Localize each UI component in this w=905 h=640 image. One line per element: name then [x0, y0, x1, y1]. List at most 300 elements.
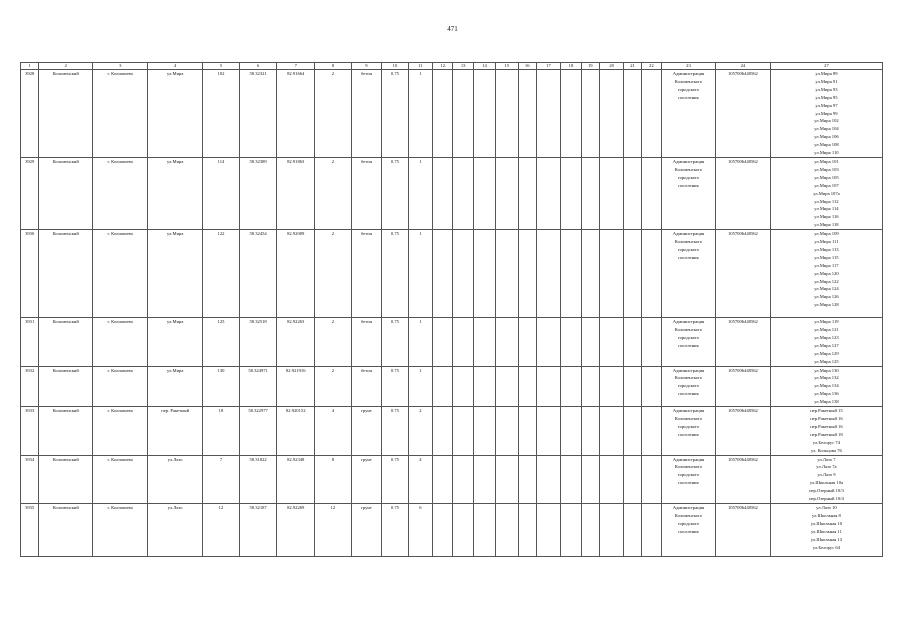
cell-line: пер.Ракетный 18	[810, 431, 843, 437]
table-cell: ул.Мира	[148, 157, 203, 229]
column-header: 10	[382, 63, 408, 70]
table-cell: грунт	[351, 503, 382, 556]
column-header: 20	[599, 63, 623, 70]
cell-line: ул.Мира 112	[814, 198, 839, 204]
table-cell	[536, 455, 560, 503]
column-header: 8	[315, 63, 352, 70]
table-cell: г. Колпашево	[93, 503, 148, 556]
cell-line: ул.Мира 107	[814, 182, 839, 188]
table-cell	[661, 70, 715, 158]
table-cell	[496, 157, 518, 229]
cell-line: ул.Мира 136	[814, 391, 839, 397]
table-cell	[641, 157, 661, 229]
table-cell	[536, 157, 560, 229]
table-cell: 2	[408, 407, 432, 455]
table-cell	[581, 503, 599, 556]
table-cell	[561, 407, 581, 455]
table-cell	[641, 366, 661, 407]
cell-line: ул.Лазо 7	[817, 456, 836, 462]
table-cell	[453, 503, 473, 556]
cell-line: ул.Мира 89	[815, 71, 838, 76]
table-cell	[561, 455, 581, 503]
table-cell	[624, 318, 641, 366]
column-header: 27	[770, 63, 882, 70]
table-cell	[641, 318, 661, 366]
table-cell	[624, 230, 641, 318]
column-header: 14	[473, 63, 495, 70]
cell-line: поселения	[678, 391, 699, 397]
column-header: 3	[93, 63, 148, 70]
table-cell	[661, 407, 715, 455]
table-cell: 58.32389	[239, 157, 277, 229]
table-cell	[661, 366, 715, 407]
table-cell: бетон	[351, 366, 382, 407]
table-cell: г. Колпашево	[93, 70, 148, 158]
cell-line: ул.Мира 109	[814, 231, 839, 237]
column-header: 7	[277, 63, 315, 70]
table-cell: 82.921916	[277, 366, 315, 407]
table-cell	[433, 230, 453, 318]
table-cell: 3932	[21, 366, 39, 407]
cell-line: Администрация	[672, 408, 705, 414]
table-cell: 8	[315, 455, 352, 503]
table-cell: 0.75	[382, 230, 408, 318]
table-cell: ул.Мира	[148, 366, 203, 407]
table-cell	[661, 318, 715, 366]
column-header: 13	[453, 63, 473, 70]
cell-line: ул.Мира 91	[815, 78, 838, 84]
cell-line: ул.Мира 130	[814, 367, 839, 373]
table-cell	[661, 455, 715, 503]
table-cell	[581, 366, 599, 407]
table-cell: 58.322977	[239, 407, 277, 455]
table-cell	[518, 70, 536, 158]
cell-line: ул.Мира 116	[814, 214, 839, 220]
cell-line: поселения	[678, 480, 699, 486]
table-cell: ул.Лазо	[148, 503, 203, 556]
table-cell: бетон	[351, 70, 382, 158]
cell-line: ул.Мира 123	[814, 334, 839, 340]
table-cell: бетон	[351, 318, 382, 366]
column-header: 23	[661, 63, 715, 70]
table-cell: 82.92263	[277, 318, 315, 366]
table-cell	[599, 70, 623, 158]
table-cell	[770, 157, 882, 229]
table-cell	[433, 157, 453, 229]
table-cell: 1057006448562	[715, 157, 770, 229]
cell-line: Администрация	[672, 71, 705, 76]
cell-line: поселения	[678, 94, 699, 100]
cell-line: городского	[677, 86, 700, 92]
table-cell: 58.32454	[239, 230, 277, 318]
table-cell	[433, 366, 453, 407]
column-header: 1	[21, 63, 39, 70]
cell-line: ул.Мира 108	[814, 142, 839, 148]
table-cell: 3931	[21, 318, 39, 366]
cell-line: Коломенского	[674, 166, 703, 172]
cell-line: ул.Школьная 10а	[809, 480, 844, 486]
table-cell	[641, 455, 661, 503]
table-cell: 1	[408, 318, 432, 366]
table-cell	[581, 230, 599, 318]
table-cell: Коломенский	[39, 407, 93, 455]
column-header: 18	[561, 63, 581, 70]
table-cell: 58.32187	[239, 503, 277, 556]
table-cell	[496, 407, 518, 455]
table-cell	[661, 503, 715, 556]
cell-line: ул.Мира 110	[814, 150, 839, 156]
table-cell: 1	[408, 366, 432, 407]
table-cell: 3933	[21, 407, 39, 455]
table-cell: 12	[315, 503, 352, 556]
column-header: 22	[641, 63, 661, 70]
table-cell: 0.75	[382, 407, 408, 455]
cell-line: ул.Мира 126	[814, 294, 839, 300]
table-cell	[561, 230, 581, 318]
table-cell: г. Колпашево	[93, 366, 148, 407]
cell-line: городского	[677, 334, 700, 340]
cell-line: Коломенского	[674, 416, 703, 421]
table-cell	[581, 157, 599, 229]
table-cell: 1	[408, 157, 432, 229]
cell-line: ул.Мира 115	[814, 254, 839, 260]
table-cell	[624, 157, 641, 229]
table-cell	[473, 157, 495, 229]
table-cell	[433, 318, 453, 366]
cell-line: ул.Мира 118	[814, 222, 839, 228]
table-row	[21, 455, 883, 503]
cell-line: городского	[677, 174, 700, 180]
table-cell	[536, 318, 560, 366]
column-header: 15	[496, 63, 518, 70]
table-cell: Коломенский	[39, 455, 93, 503]
cell-line: ул.Белорус 64	[812, 544, 840, 550]
table-cell: 114	[203, 157, 240, 229]
table-cell: 82.920152	[277, 407, 315, 455]
table-cell	[599, 455, 623, 503]
cell-line: Администрация	[672, 231, 705, 237]
table-cell	[624, 366, 641, 407]
table-cell	[453, 455, 473, 503]
cell-line: Коломенского	[674, 375, 703, 381]
table-cell	[518, 407, 536, 455]
table-cell	[599, 318, 623, 366]
table-cell	[624, 407, 641, 455]
cell-line: ул.Мира 132	[814, 375, 839, 381]
cell-line: ул.Мира 111	[814, 239, 839, 245]
table-cell: 2	[315, 157, 352, 229]
table-cell	[473, 230, 495, 318]
table-cell	[496, 230, 518, 318]
table-cell	[770, 407, 882, 455]
table-cell	[518, 318, 536, 366]
column-header: 9	[351, 63, 382, 70]
cell-line: ул.Школьная 11	[810, 528, 842, 534]
table-cell: 1057006448562	[715, 230, 770, 318]
table-cell: 1057006448562	[715, 455, 770, 503]
cell-line: городского	[677, 383, 700, 389]
table-cell	[770, 70, 882, 158]
cell-line: Администрация	[672, 456, 705, 462]
table-cell	[641, 230, 661, 318]
table-cell	[536, 70, 560, 158]
column-header: 19	[581, 63, 599, 70]
table-cell	[518, 230, 536, 318]
table-cell	[536, 407, 560, 455]
cell-line: городского	[677, 246, 700, 252]
cell-line: ул.Мира 102	[814, 118, 839, 124]
table-cell	[641, 503, 661, 556]
table-row	[21, 366, 883, 407]
table-cell	[433, 503, 453, 556]
cell-line: ул.Мира 103	[814, 166, 839, 172]
table-cell: 0.75	[382, 70, 408, 158]
table-cell: 0.75	[382, 366, 408, 407]
table-cell: 6	[408, 503, 432, 556]
table-cell	[518, 157, 536, 229]
table-cell: Коломенский	[39, 503, 93, 556]
table-row	[21, 503, 883, 556]
cell-line: Коломенского	[674, 512, 703, 518]
cell-line: поселения	[678, 342, 699, 348]
table-cell: Коломенский	[39, 230, 93, 318]
table-cell	[599, 157, 623, 229]
table-cell: 58.324971	[239, 366, 277, 407]
column-header: 12	[433, 63, 453, 70]
table-cell: 0.75	[382, 503, 408, 556]
column-header: 17	[536, 63, 560, 70]
cell-line: ул.Школьная 13	[810, 536, 843, 542]
table-row	[21, 70, 883, 158]
cell-line: ул.Мира 127	[814, 342, 839, 348]
table-cell	[518, 503, 536, 556]
table-cell	[561, 157, 581, 229]
table-cell	[453, 230, 473, 318]
cell-line: Администрация	[672, 158, 705, 164]
table-cell	[473, 366, 495, 407]
cell-line: городского	[677, 423, 700, 429]
table-cell	[581, 70, 599, 158]
table-cell	[599, 366, 623, 407]
table-cell: 3935	[21, 503, 39, 556]
table-cell: 2	[315, 366, 352, 407]
table-cell: 3934	[21, 455, 39, 503]
table-cell	[599, 230, 623, 318]
table-cell	[453, 407, 473, 455]
table-cell: 0.75	[382, 157, 408, 229]
cell-line: ул.Мира 119	[814, 319, 839, 325]
cell-line: ул.Мира 113	[814, 246, 839, 252]
table-cell: 102	[203, 70, 240, 158]
table-cell: бетон	[351, 157, 382, 229]
table-cell	[641, 407, 661, 455]
table-cell: г. Колпашево	[93, 407, 148, 455]
cell-line: ул.Мира 99	[815, 110, 838, 116]
cell-line: ул.Мира 125	[814, 358, 839, 364]
cell-line: поселения	[678, 182, 699, 188]
table-cell: 125	[203, 318, 240, 366]
table-cell: Коломенский	[39, 366, 93, 407]
column-header: 21	[624, 63, 641, 70]
register-table	[20, 62, 883, 557]
table-cell: 2	[315, 70, 352, 158]
cell-line: ул.Мира 95	[815, 94, 838, 100]
column-header: 5	[203, 63, 240, 70]
table-cell	[496, 455, 518, 503]
cell-line: ул.Лазо 9	[817, 472, 836, 478]
table-cell	[770, 318, 882, 366]
table-cell	[770, 503, 882, 556]
cell-line: Коломенского	[674, 239, 703, 245]
column-header: 24	[715, 63, 770, 70]
table-cell	[641, 70, 661, 158]
table-cell	[518, 455, 536, 503]
table-cell	[433, 70, 453, 158]
cell-line: пер.Ракетный 16	[810, 416, 843, 421]
table-cell	[770, 455, 882, 503]
table-cell: Коломенский	[39, 157, 93, 229]
column-header: 6	[239, 63, 277, 70]
cell-line: ул.Мира 101	[814, 158, 839, 164]
table-cell	[536, 366, 560, 407]
column-header: 2	[39, 63, 93, 70]
cell-line: Администрация	[672, 504, 705, 510]
table-cell: 1	[408, 70, 432, 158]
table-cell	[661, 230, 715, 318]
table-cell: 3929	[21, 157, 39, 229]
cell-line: пер.Ракетный 15	[810, 408, 843, 414]
table-cell: Коломенский	[39, 70, 93, 158]
table-row	[21, 407, 883, 455]
table-cell: бетон	[351, 230, 382, 318]
table-cell	[473, 407, 495, 455]
cell-line: Администрация	[672, 367, 705, 373]
table-cell: 18	[203, 407, 240, 455]
cell-line: Коломенского	[674, 327, 703, 333]
table-cell	[770, 230, 882, 318]
table-cell	[453, 366, 473, 407]
table-cell: Коломенский	[39, 318, 93, 366]
table-cell: 82.92009	[277, 230, 315, 318]
table-cell	[433, 407, 453, 455]
table-cell: 3930	[21, 230, 39, 318]
table-cell	[473, 455, 495, 503]
cell-line: ул.Школьная 10	[810, 520, 843, 526]
table-cell: грунт	[351, 407, 382, 455]
cell-line: пер.Озерный 10/3	[809, 488, 844, 494]
table-cell: 1	[408, 230, 432, 318]
table-cell: 2	[315, 230, 352, 318]
table-cell	[624, 455, 641, 503]
cell-line: ул.Мира 120	[814, 270, 839, 276]
table-cell: 12	[203, 503, 240, 556]
table-cell: 82.92348	[277, 455, 315, 503]
cell-line: городского	[677, 472, 700, 478]
cell-line: ул.Мира 93	[815, 86, 838, 92]
table-cell: 82.91863	[277, 157, 315, 229]
table-cell: г. Колпашево	[93, 318, 148, 366]
table-cell: пер. Ракетный	[148, 407, 203, 455]
cell-line: ул.Мира 124	[814, 286, 839, 292]
table-cell	[561, 366, 581, 407]
cell-line: Администрация	[672, 319, 705, 325]
table-cell	[433, 455, 453, 503]
cell-line: ул.Белорус 74	[812, 439, 840, 445]
table-cell: 82.92269	[277, 503, 315, 556]
table-cell: 82.91664	[277, 70, 315, 158]
table-row	[21, 230, 883, 318]
table-cell: 0.75	[382, 455, 408, 503]
table-cell	[536, 503, 560, 556]
cell-line: ул.Школьная 8	[812, 512, 841, 518]
table-cell: 3928	[21, 70, 39, 158]
table-row	[21, 157, 883, 229]
cell-line: ул.Мира 129	[814, 350, 839, 356]
table-cell	[581, 407, 599, 455]
table-cell	[561, 318, 581, 366]
cell-line: ул.Мира 128	[814, 302, 839, 308]
cell-line: ул. Кольцова 76	[811, 447, 842, 453]
table-cell	[496, 503, 518, 556]
table-cell: 1057006448562	[715, 407, 770, 455]
table-cell: 4	[315, 407, 352, 455]
cell-line: Коломенского	[674, 78, 703, 84]
column-header: 16	[518, 63, 536, 70]
table-cell: 0.75	[382, 318, 408, 366]
cell-line: ул.Мира 107а	[813, 190, 840, 196]
table-cell	[661, 157, 715, 229]
table-cell	[581, 455, 599, 503]
table-cell	[624, 503, 641, 556]
table-cell: 4	[408, 455, 432, 503]
table-cell: 1057006448562	[715, 503, 770, 556]
table-cell: ул.Мира	[148, 70, 203, 158]
column-header: 4	[148, 63, 203, 70]
cell-line: пер.Ракетный 16	[810, 423, 843, 429]
table-cell: 58.32321	[239, 70, 277, 158]
table-cell	[473, 70, 495, 158]
cell-line: поселения	[678, 528, 699, 534]
table-cell: 1057006448562	[715, 70, 770, 158]
table-cell: г. Колпашево	[93, 455, 148, 503]
cell-line: ул.Мира 121	[814, 327, 839, 333]
cell-line: поселения	[678, 254, 699, 260]
table-cell: 2	[315, 318, 352, 366]
column-header: 11	[408, 63, 432, 70]
table-cell: 122	[203, 230, 240, 318]
table-cell: 1057006448562	[715, 366, 770, 407]
cell-line: Коломенского	[674, 464, 703, 470]
cell-line: поселения	[678, 431, 699, 437]
header-row	[21, 63, 883, 70]
table-cell: ул.Мира	[148, 230, 203, 318]
table-cell: 1057006448562	[715, 318, 770, 366]
table-cell	[581, 318, 599, 366]
cell-line: ул.Мира 104	[814, 126, 839, 132]
table-cell	[770, 366, 882, 407]
table-cell: ул.Лазо	[148, 455, 203, 503]
table-cell: грунт	[351, 455, 382, 503]
table-cell	[536, 230, 560, 318]
table-cell	[496, 366, 518, 407]
table-cell	[561, 70, 581, 158]
table-cell	[453, 157, 473, 229]
table-cell	[599, 407, 623, 455]
cell-line: ул.Мира 97	[815, 102, 838, 108]
cell-line: ул.Мира 138	[814, 399, 839, 405]
table-cell	[453, 70, 473, 158]
table-cell	[518, 366, 536, 407]
